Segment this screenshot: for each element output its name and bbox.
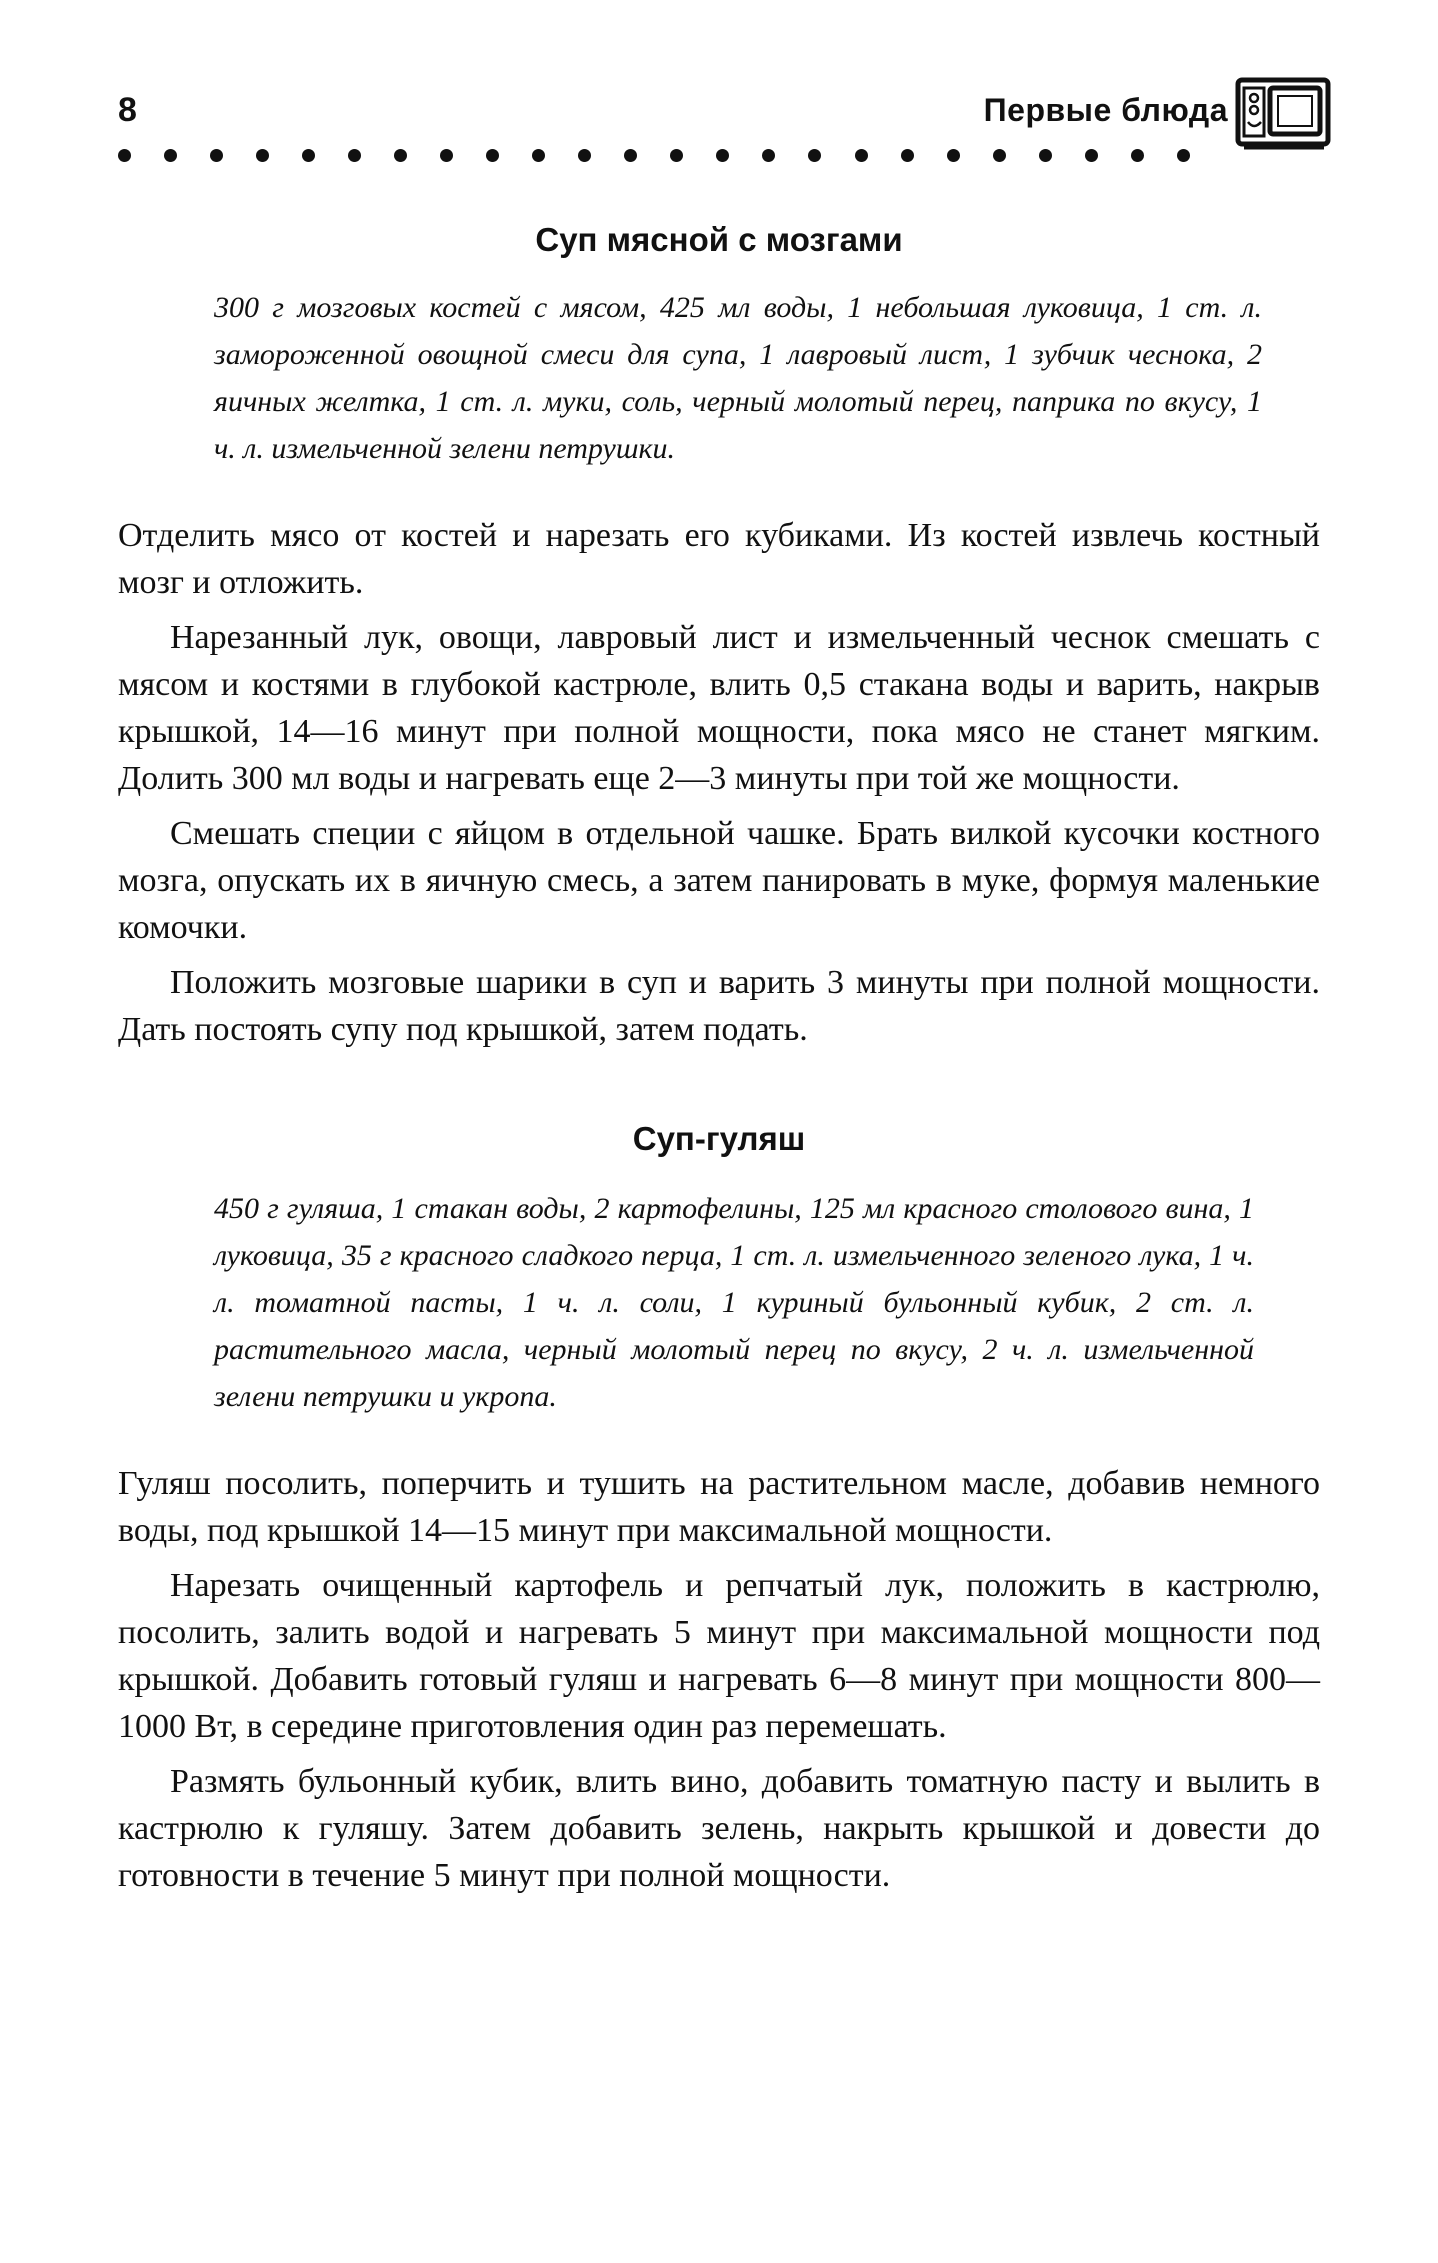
recipe-2: [118, 1119, 1320, 1899]
recipe-step: Отделить мясо от костей и нарезать его кубиками. Из костей извлечь костный мозг и отложить.: [118, 517, 1320, 601]
page-number: 8: [118, 91, 137, 129]
recipe-1: [118, 220, 1320, 1053]
recipe-ingredients: 300 г мозговых костей с мясом, 425 мл воды, 1 небольшая луковица, 1 ст. л. замороженной овощной смеси для супа, 1 лавровый лист, 1 зубчик чеснока, 2 яичных желтка, 1 ст. л. муки, соль, черный молотый перец, паприка по вкусу, 1 ч. л. измельченной зелени петрушки.: [214, 291, 1262, 465]
recipe-title: Суп-гуляш: [632, 1120, 806, 1157]
dot-divider: [118, 148, 1190, 162]
recipe-step: Размять бульонный кубик, влить вино, добавить томатную пасту и вылить в кастрюлю к гуляшу. Затем добавить зелень, накрыть крышкой и довести до готовности в течение 5 минут при полной мощности.: [118, 1763, 1320, 1894]
recipe-step: Нарезать очищенный картофель и репчатый лук, положить в кастрюлю, посолить, залить водой и нагревать 5 минут при максимальной мощности под крышкой. Добавить готовый гуляш и нагревать 6—8 минут при мощности 800—1000 Вт, в середине приготовления один раз перемешать.: [118, 1567, 1320, 1745]
recipe-step: Смешать специи с яйцом в отдельной чашке. Брать вилкой кусочки костного мозга, опускать их в яичную смесь, а затем панировать в муке, формуя маленькие комочки.: [118, 815, 1320, 946]
recipe-step: Положить мозговые шарики в суп и варить 3 минуты при полной мощности. Дать постоять супу под крышкой, затем подать.: [118, 964, 1320, 1048]
page-content: [118, 220, 1320, 1907]
recipe-step: Гуляш посолить, поперчить и тушить на растительном масле, добавив немного воды, под крышкой 14—15 минут при максимальной мощности.: [118, 1465, 1320, 1549]
recipe-ingredients: 450 г гуляша, 1 стакан воды, 2 картофелины, 125 мл красного столового вина, 1 луковица, 35 г красного сладкого перца, 1 ст. л. измельченного зеленого лука, 1 ч. л. томатной пасты, 1 ч. л. соли, 1 куриный бульонный кубик, 2 ст. л. растительного масла, черный молотый перец по вкусу, 2 ч. л. измельченной зелени петрушки и укропа.: [214, 1192, 1254, 1413]
microwave-icon: [1234, 74, 1334, 154]
recipe-step: Нарезанный лук, овощи, лавровый лист и измельченный чеснок смешать с мясом и костями в глубокой кастрюле, влить 0,5 стакана воды и варить, накрыв крышкой, 14—16 минут при полной мощности, пока мясо не станет мягким. Долить 300 мл воды и нагревать еще 2—3 минуты при той же мощности.: [118, 619, 1320, 797]
section-title: Первые блюда: [983, 92, 1228, 128]
recipe-title: Суп мясной с мозгами: [535, 221, 903, 258]
